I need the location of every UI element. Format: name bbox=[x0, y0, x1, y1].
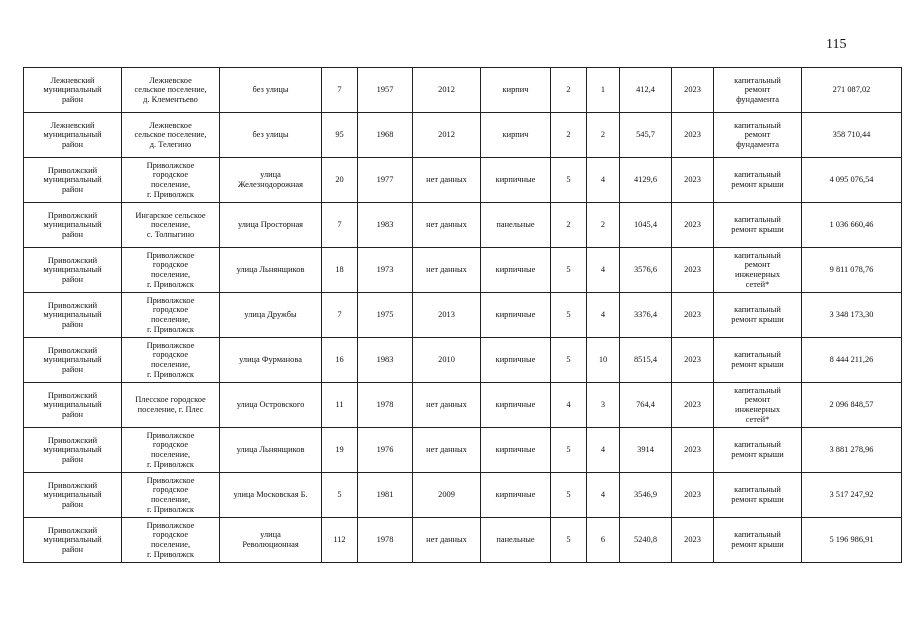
wall-material-cell: кирпич bbox=[481, 113, 551, 158]
district-cell: Приволжский муниципальный район bbox=[24, 473, 122, 518]
floors-cell: 5 bbox=[551, 158, 587, 203]
floors-cell: 5 bbox=[551, 428, 587, 473]
house-number-cell: 16 bbox=[322, 338, 358, 383]
wall-material-cell: кирпич bbox=[481, 68, 551, 113]
district-cell: Приволжский муниципальный район bbox=[24, 293, 122, 338]
area-cell: 3376,4 bbox=[620, 293, 672, 338]
district-cell: Лежневский муниципальный район bbox=[24, 68, 122, 113]
settlement-cell: Лежневское сельское поселение, д. Клементьево bbox=[122, 68, 220, 113]
street-cell: без улицы bbox=[220, 113, 322, 158]
floors-cell: 5 bbox=[551, 473, 587, 518]
work-type-cell: капитальный ремонт крыши bbox=[714, 293, 802, 338]
wall-material-cell: кирпичные bbox=[481, 383, 551, 428]
street-cell: улица Островского bbox=[220, 383, 322, 428]
year-built-cell: 1975 bbox=[358, 293, 413, 338]
page-number: 115 bbox=[826, 37, 847, 52]
year-built-cell: 1973 bbox=[358, 248, 413, 293]
area-cell: 3546,9 bbox=[620, 473, 672, 518]
planned-year-cell: 2023 bbox=[672, 248, 714, 293]
district-cell: Приволжский муниципальный район bbox=[24, 428, 122, 473]
area-cell: 3576,6 bbox=[620, 248, 672, 293]
cost-cell: 358 710,44 bbox=[802, 113, 902, 158]
year-built-cell: 1983 bbox=[358, 338, 413, 383]
year-built-cell: 1976 bbox=[358, 428, 413, 473]
wall-material-cell: кирпичные bbox=[481, 338, 551, 383]
cost-cell: 2 096 848,57 bbox=[802, 383, 902, 428]
planned-year-cell: 2023 bbox=[672, 338, 714, 383]
year-privatization-cell: 2009 bbox=[413, 473, 481, 518]
settlement-cell: Приволжское городское поселение, г. Приволжск bbox=[122, 428, 220, 473]
area-cell: 764,4 bbox=[620, 383, 672, 428]
district-cell: Приволжский муниципальный район bbox=[24, 383, 122, 428]
street-cell: улица Революционная bbox=[220, 518, 322, 563]
work-type-cell: капитальный ремонт фундамента bbox=[714, 68, 802, 113]
year-privatization-cell: 2010 bbox=[413, 338, 481, 383]
floors-cell: 5 bbox=[551, 248, 587, 293]
settlement-cell: Приволжское городское поселение, г. Приволжск bbox=[122, 338, 220, 383]
area-cell: 545,7 bbox=[620, 113, 672, 158]
entrances-cell: 4 bbox=[587, 293, 620, 338]
floors-cell: 2 bbox=[551, 68, 587, 113]
area-cell: 412,4 bbox=[620, 68, 672, 113]
wall-material-cell: кирпичные bbox=[481, 293, 551, 338]
cost-cell: 3 881 278,96 bbox=[802, 428, 902, 473]
district-cell: Приволжский муниципальный район bbox=[24, 518, 122, 563]
street-cell: улица Льнянщиков bbox=[220, 248, 322, 293]
work-type-cell: капитальный ремонт фундамента bbox=[714, 113, 802, 158]
area-cell: 8515,4 bbox=[620, 338, 672, 383]
floors-cell: 4 bbox=[551, 383, 587, 428]
area-cell: 3914 bbox=[620, 428, 672, 473]
district-cell: Лежневский муниципальный район bbox=[24, 113, 122, 158]
planned-year-cell: 2023 bbox=[672, 383, 714, 428]
settlement-cell: Приволжское городское поселение, г. Приволжск bbox=[122, 293, 220, 338]
wall-material-cell: кирпичные bbox=[481, 473, 551, 518]
year-built-cell: 1978 bbox=[358, 383, 413, 428]
work-type-cell: капитальный ремонт инженерных сетей* bbox=[714, 248, 802, 293]
year-privatization-cell: нет данных bbox=[413, 383, 481, 428]
settlement-cell: Лежневское сельское поселение, д. Телегино bbox=[122, 113, 220, 158]
table-row bbox=[24, 338, 902, 383]
table-row bbox=[24, 293, 902, 338]
entrances-cell: 2 bbox=[587, 113, 620, 158]
year-built-cell: 1968 bbox=[358, 113, 413, 158]
table-row bbox=[24, 68, 902, 113]
floors-cell: 5 bbox=[551, 293, 587, 338]
housing-repair-table bbox=[23, 67, 902, 563]
entrances-cell: 2 bbox=[587, 203, 620, 248]
year-built-cell: 1983 bbox=[358, 203, 413, 248]
cost-cell: 1 036 660,46 bbox=[802, 203, 902, 248]
district-cell: Приволжский муниципальный район bbox=[24, 248, 122, 293]
table-row bbox=[24, 428, 902, 473]
floors-cell: 2 bbox=[551, 113, 587, 158]
entrances-cell: 1 bbox=[587, 68, 620, 113]
cost-cell: 271 087,02 bbox=[802, 68, 902, 113]
entrances-cell: 4 bbox=[587, 473, 620, 518]
area-cell: 1045,4 bbox=[620, 203, 672, 248]
area-cell: 5240,8 bbox=[620, 518, 672, 563]
table-row bbox=[24, 473, 902, 518]
entrances-cell: 4 bbox=[587, 158, 620, 203]
floors-cell: 2 bbox=[551, 203, 587, 248]
house-number-cell: 20 bbox=[322, 158, 358, 203]
planned-year-cell: 2023 bbox=[672, 158, 714, 203]
wall-material-cell: кирпичные bbox=[481, 428, 551, 473]
street-cell: улица Просторная bbox=[220, 203, 322, 248]
wall-material-cell: кирпичные bbox=[481, 158, 551, 203]
work-type-cell: капитальный ремонт крыши bbox=[714, 473, 802, 518]
district-cell: Приволжский муниципальный район bbox=[24, 338, 122, 383]
entrances-cell: 3 bbox=[587, 383, 620, 428]
wall-material-cell: панельные bbox=[481, 518, 551, 563]
table-row bbox=[24, 158, 902, 203]
year-built-cell: 1977 bbox=[358, 158, 413, 203]
house-number-cell: 18 bbox=[322, 248, 358, 293]
year-built-cell: 1978 bbox=[358, 518, 413, 563]
work-type-cell: капитальный ремонт инженерных сетей* bbox=[714, 383, 802, 428]
cost-cell: 4 095 076,54 bbox=[802, 158, 902, 203]
table-row bbox=[24, 203, 902, 248]
district-cell: Приволжский муниципальный район bbox=[24, 203, 122, 248]
year-privatization-cell: нет данных bbox=[413, 158, 481, 203]
house-number-cell: 5 bbox=[322, 473, 358, 518]
year-privatization-cell: нет данных bbox=[413, 203, 481, 248]
street-cell: без улицы bbox=[220, 68, 322, 113]
planned-year-cell: 2023 bbox=[672, 113, 714, 158]
street-cell: улица Московская Б. bbox=[220, 473, 322, 518]
settlement-cell: Приволжское городское поселение, г. Приволжск bbox=[122, 158, 220, 203]
entrances-cell: 4 bbox=[587, 248, 620, 293]
planned-year-cell: 2023 bbox=[672, 68, 714, 113]
work-type-cell: капитальный ремонт крыши bbox=[714, 203, 802, 248]
house-number-cell: 7 bbox=[322, 203, 358, 248]
street-cell: улица Железнодорожная bbox=[220, 158, 322, 203]
settlement-cell: Плесское городское поселение, г. Плес bbox=[122, 383, 220, 428]
table-row bbox=[24, 383, 902, 428]
year-built-cell: 1957 bbox=[358, 68, 413, 113]
year-privatization-cell: 2013 bbox=[413, 293, 481, 338]
house-number-cell: 11 bbox=[322, 383, 358, 428]
entrances-cell: 10 bbox=[587, 338, 620, 383]
wall-material-cell: панельные bbox=[481, 203, 551, 248]
house-number-cell: 95 bbox=[322, 113, 358, 158]
district-cell: Приволжский муниципальный район bbox=[24, 158, 122, 203]
settlement-cell: Приволжское городское поселение, г. Приволжск bbox=[122, 248, 220, 293]
planned-year-cell: 2023 bbox=[672, 428, 714, 473]
house-number-cell: 112 bbox=[322, 518, 358, 563]
cost-cell: 8 444 211,26 bbox=[802, 338, 902, 383]
cost-cell: 9 811 078,76 bbox=[802, 248, 902, 293]
wall-material-cell: кирпичные bbox=[481, 248, 551, 293]
work-type-cell: капитальный ремонт крыши bbox=[714, 518, 802, 563]
settlement-cell: Ингарское сельское поселение, с. Толпыгино bbox=[122, 203, 220, 248]
table-row bbox=[24, 518, 902, 563]
entrances-cell: 6 bbox=[587, 518, 620, 563]
street-cell: улица Фурманова bbox=[220, 338, 322, 383]
house-number-cell: 7 bbox=[322, 293, 358, 338]
table-row bbox=[24, 113, 902, 158]
planned-year-cell: 2023 bbox=[672, 203, 714, 248]
house-number-cell: 7 bbox=[322, 68, 358, 113]
year-privatization-cell: нет данных bbox=[413, 428, 481, 473]
cost-cell: 5 196 986,91 bbox=[802, 518, 902, 563]
cost-cell: 3 348 173,30 bbox=[802, 293, 902, 338]
floors-cell: 5 bbox=[551, 518, 587, 563]
table-row bbox=[24, 248, 902, 293]
work-type-cell: капитальный ремонт крыши bbox=[714, 338, 802, 383]
street-cell: улица Льнянщиков bbox=[220, 428, 322, 473]
year-privatization-cell: 2012 bbox=[413, 113, 481, 158]
planned-year-cell: 2023 bbox=[672, 293, 714, 338]
year-built-cell: 1981 bbox=[358, 473, 413, 518]
settlement-cell: Приволжское городское поселение, г. Приволжск bbox=[122, 473, 220, 518]
area-cell: 4129,6 bbox=[620, 158, 672, 203]
floors-cell: 5 bbox=[551, 338, 587, 383]
year-privatization-cell: нет данных bbox=[413, 248, 481, 293]
entrances-cell: 4 bbox=[587, 428, 620, 473]
planned-year-cell: 2023 bbox=[672, 518, 714, 563]
settlement-cell: Приволжское городское поселение, г. Приволжск bbox=[122, 518, 220, 563]
cost-cell: 3 517 247,92 bbox=[802, 473, 902, 518]
work-type-cell: капитальный ремонт крыши bbox=[714, 428, 802, 473]
year-privatization-cell: 2012 bbox=[413, 68, 481, 113]
street-cell: улица Дружбы bbox=[220, 293, 322, 338]
planned-year-cell: 2023 bbox=[672, 473, 714, 518]
year-privatization-cell: нет данных bbox=[413, 518, 481, 563]
house-number-cell: 19 bbox=[322, 428, 358, 473]
work-type-cell: капитальный ремонт крыши bbox=[714, 158, 802, 203]
